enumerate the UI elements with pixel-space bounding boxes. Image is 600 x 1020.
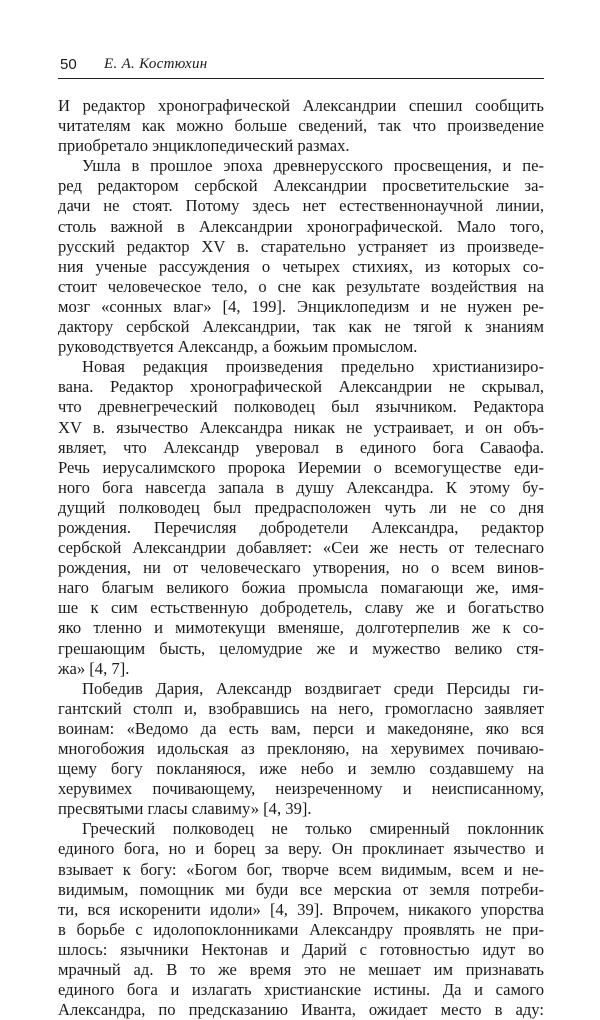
text-line: сербской Александрии добавляет: «Сеи же несть от телеснаго xyxy=(58,538,544,558)
text-line: И редактор хронографической Александрии спешил сообщить xyxy=(58,96,544,115)
text-line: читателям как можно больше сведений, так что произведение xyxy=(58,116,544,136)
text-line: ред редактором сербской Александрии просветительские за- xyxy=(58,176,544,196)
text-line: руководствуется Александр, а божьим промыслом. xyxy=(58,337,418,357)
text-line: мозг «сонных влаг» [4, 199]. Энциклопедизм и не нужен ре- xyxy=(58,296,544,316)
text-line: наго благым великого божиа промысла помагающи же, имя- xyxy=(58,578,544,598)
text-line: Новая редакция произведения предельно христианизиро- xyxy=(82,357,544,377)
text-line: ше к сим естьственную добродетель, славу же и богатьство xyxy=(58,598,544,618)
text-line: ния ученые рассуждения о четырех стихиях, из которых со- xyxy=(58,256,544,276)
text-line: пресвятыми гласы славиму» [4, 39]. xyxy=(58,799,312,819)
text-line: ти, вся искоренити идоли» [4, 39]. Впрочем, никакого упорства xyxy=(58,899,544,919)
text-line: стоит человеческое тело, о сне как результате воздействия на xyxy=(58,276,544,296)
text-line: Александра, по предсказанию Иванта, ожидает место в аду: xyxy=(58,1000,544,1020)
text-line: жа» [4, 7]. xyxy=(58,658,130,678)
text-line: XV в. язычество Александра никак не устраивает, и он объ- xyxy=(58,417,544,437)
text-line: приобретало энциклопедический размах. xyxy=(58,136,350,156)
text-line: дачи не стоят. Потому здесь нет естественнонаучной линии, xyxy=(58,196,544,216)
text-line: столь важной в Александрии хронографической. Мало того, xyxy=(58,216,544,236)
text-line: вана. Редактор хронографической Александрии не скрывал, xyxy=(58,377,544,397)
text-line: Победив Дария, Александр воздвигает среди Персиды ги- xyxy=(82,678,544,698)
text-line: многобожия идольская аз преклоняю, на херувимех почиваю- xyxy=(58,739,544,758)
text-line: херувимех почивающему, неизреченному и неисписанному, xyxy=(58,779,544,799)
text-line: Ушла в прошлое эпоха древнерусского просвещения, и пе- xyxy=(82,156,544,176)
text-line: щему богу покланяюся, иже небо и землю создавшему на xyxy=(58,759,544,779)
text-line: Речь иерусалимского пророка Иеремии о всемогуществе еди- xyxy=(58,457,544,477)
body-text xyxy=(58,96,544,1020)
text-line: мрачный ад. В то же время это не мешает им признавать xyxy=(58,960,544,980)
text-line: грешающим бысть, целомудрие же и мужество велико стя- xyxy=(58,638,544,658)
text-line: Греческий полководец не только смиренный поклонник xyxy=(82,819,544,839)
text-line: дущий полководец был предрасположен чуть ли не со дня xyxy=(58,497,544,517)
text-line: русский редактор XV в. старательно устраняет из произведе- xyxy=(58,236,544,256)
text-line: взывает к богу: «Богом бог, творче всем видимым, всем и не- xyxy=(58,859,544,879)
text-line: рождения. Перечисляя добродетели Александра, редактор xyxy=(58,517,544,537)
text-line: единого бога и излагать христианские истины. Да и самого xyxy=(58,980,544,1000)
text-line: дактору сербской Александрии, так как не тягой к знаниям xyxy=(58,317,544,337)
text-line: шлось: язычники Нектонав и Дарий с готовностью идут во xyxy=(58,939,544,959)
text-line: воинам: «Ведомо да есть вам, перси и македоняне, яко вся xyxy=(58,718,544,738)
text-line: являет, что Александр уверовал в единого бога Саваофа. xyxy=(58,437,544,457)
text-line: видимым, помощник ми буди все мерскиа от земля потреби- xyxy=(58,879,544,899)
page-number: 50 xyxy=(60,56,77,73)
running-head xyxy=(58,54,544,79)
text-line: единого бога, но и борец за веру. Он проклинает язычество и xyxy=(58,839,544,859)
text-line: рождения, ни от человеческаго утворения, но о всем винов- xyxy=(58,558,544,578)
text-line: гантский столп и, взобравшись на него, громогласно заявляет xyxy=(58,698,544,718)
text-line: ного бога навсегда запала в душу Александра. К этому бу- xyxy=(58,477,544,497)
text-line: что древнегреческий полководец был язычником. Редактора xyxy=(58,397,544,417)
running-title: Е. А. Костюхин xyxy=(104,56,208,72)
text-line: яко тленно и мимотекущи вменяше, долготерпелив же к со- xyxy=(58,618,544,638)
text-line: в борьбе с идолопоклонниками Александру проявлять не при- xyxy=(58,919,544,939)
